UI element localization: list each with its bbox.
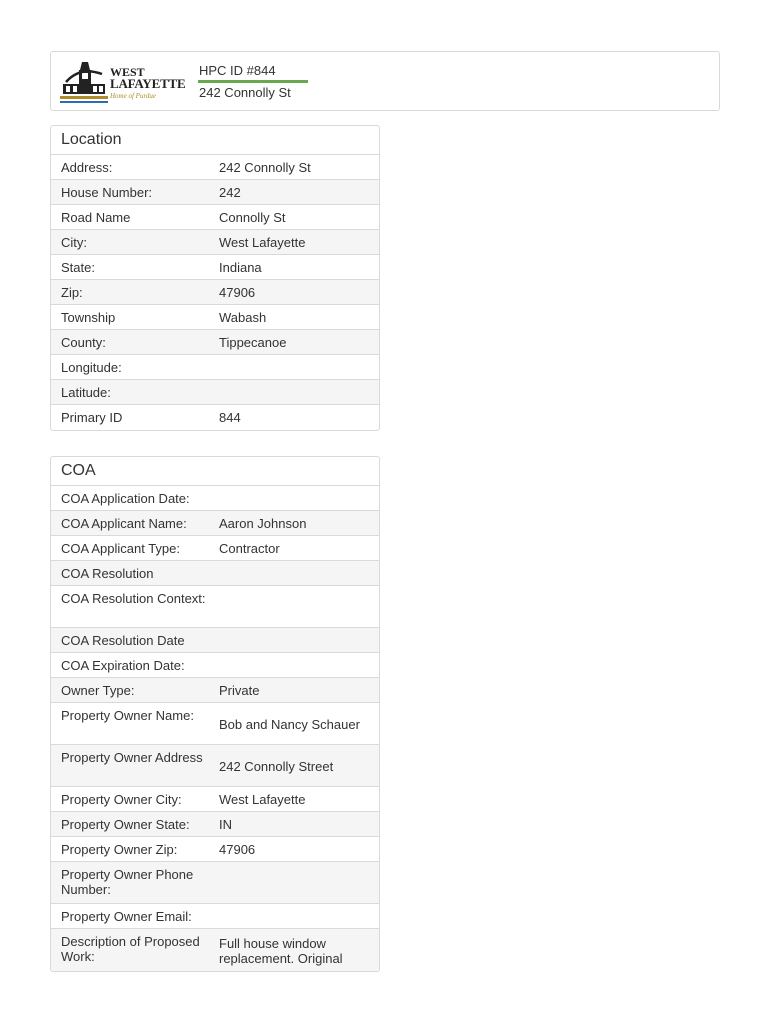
- field-label: COA Application Date:: [61, 491, 190, 506]
- table-row: [51, 586, 379, 628]
- logo-line-1: WEST: [110, 65, 145, 79]
- table-row: [51, 862, 379, 904]
- table-row: [51, 904, 379, 929]
- field-label: Property Owner State:: [61, 817, 190, 832]
- field-value: 242 Connolly Street: [219, 758, 334, 774]
- field-value: 242: [219, 185, 241, 200]
- coa-panel-title: COA: [51, 457, 379, 486]
- table-row: [51, 305, 379, 330]
- table-row: [51, 653, 379, 678]
- table-row: [51, 355, 379, 380]
- table-row: [51, 280, 379, 305]
- table-row: [51, 703, 379, 745]
- field-value: Wabash: [219, 310, 267, 325]
- field-value: [210, 586, 379, 627]
- field-label: Property Owner Name:: [61, 708, 194, 723]
- field-value: West Lafayette: [219, 235, 306, 250]
- table-row: [51, 745, 379, 787]
- field-value: IN: [219, 817, 232, 832]
- field-label: Description of Proposed Work:: [61, 934, 200, 964]
- table-row: [51, 536, 379, 561]
- field-label: Township: [61, 310, 116, 325]
- field-label: Property Owner City:: [61, 792, 182, 807]
- table-row: [51, 205, 379, 230]
- field-label: Property Owner Email:: [61, 909, 192, 924]
- field-value: 47906: [219, 285, 256, 300]
- field-label: Property Owner Address: [61, 750, 203, 765]
- field-value: 242 Connolly St: [219, 160, 311, 175]
- field-value: [210, 355, 379, 379]
- table-row: [51, 628, 379, 653]
- field-label: COA Resolution: [61, 566, 154, 581]
- field-label: Owner Type:: [61, 683, 135, 698]
- coa-rows: [51, 486, 379, 971]
- record-address: 242 Connolly St: [199, 85, 291, 100]
- location-panel-title: Location: [51, 126, 379, 155]
- record-header: [50, 51, 720, 111]
- table-row: [51, 230, 379, 255]
- field-label: Property Owner Zip:: [61, 842, 178, 857]
- table-row: [51, 380, 379, 405]
- table-row: [51, 929, 379, 971]
- table-row: [51, 405, 379, 430]
- field-label: Zip:: [61, 285, 83, 300]
- location-rows: [51, 155, 379, 430]
- field-label: COA Resolution Date: [61, 633, 185, 648]
- table-row: [51, 561, 379, 586]
- field-label: Address:: [61, 160, 113, 175]
- field-value: Tippecanoe: [219, 335, 287, 350]
- table-row: [51, 812, 379, 837]
- field-value: [210, 486, 379, 510]
- field-value: 47906: [219, 842, 256, 857]
- field-value: Private: [219, 683, 260, 698]
- field-value: [210, 628, 379, 652]
- field-value: [210, 862, 379, 903]
- field-label: Longitude:: [61, 360, 122, 375]
- field-value: Bob and Nancy Schauer: [219, 716, 360, 732]
- field-value: [210, 380, 379, 404]
- field-label: Latitude:: [61, 385, 111, 400]
- field-label: County:: [61, 335, 106, 350]
- field-label: COA Applicant Type:: [61, 541, 180, 556]
- field-value: West Lafayette: [219, 792, 306, 807]
- field-value: [210, 653, 379, 677]
- field-value: Connolly St: [219, 210, 286, 225]
- table-row: [51, 486, 379, 511]
- field-label: Property Owner Phone Number:: [61, 867, 194, 897]
- field-label: COA Resolution Context:: [61, 591, 206, 606]
- field-value: 844: [219, 410, 241, 425]
- logo-line-2: LAFAYETTE: [110, 76, 186, 91]
- field-value: Indiana: [219, 260, 262, 275]
- coa-panel: [50, 456, 380, 972]
- logo-wordmark: [110, 66, 186, 101]
- west-lafayette-logo[interactable]: [60, 60, 200, 106]
- field-label: Road Name: [61, 210, 131, 225]
- location-panel: [50, 125, 380, 431]
- record-id: HPC ID #844: [199, 63, 276, 78]
- table-row: [51, 155, 379, 180]
- table-row: [51, 255, 379, 280]
- logo-tagline: Home of Purdue: [110, 92, 157, 100]
- field-value: Contractor: [219, 541, 280, 556]
- field-value: Full house window replacement. Original: [219, 935, 343, 966]
- record-id-underline: [198, 80, 308, 83]
- table-row: [51, 330, 379, 355]
- field-label: House Number:: [61, 185, 153, 200]
- field-label: Primary ID: [61, 410, 123, 425]
- table-row: [51, 837, 379, 862]
- field-label: State:: [61, 260, 95, 275]
- table-row: [51, 678, 379, 703]
- field-label: COA Expiration Date:: [61, 658, 185, 673]
- field-label: COA Applicant Name:: [61, 516, 187, 531]
- table-row: [51, 180, 379, 205]
- field-label: City:: [61, 235, 87, 250]
- table-row: [51, 511, 379, 536]
- table-row: [51, 787, 379, 812]
- field-value: [210, 561, 379, 585]
- clock-tower-icon: [60, 60, 108, 106]
- field-value: Aaron Johnson: [219, 516, 307, 531]
- field-value: [210, 904, 379, 928]
